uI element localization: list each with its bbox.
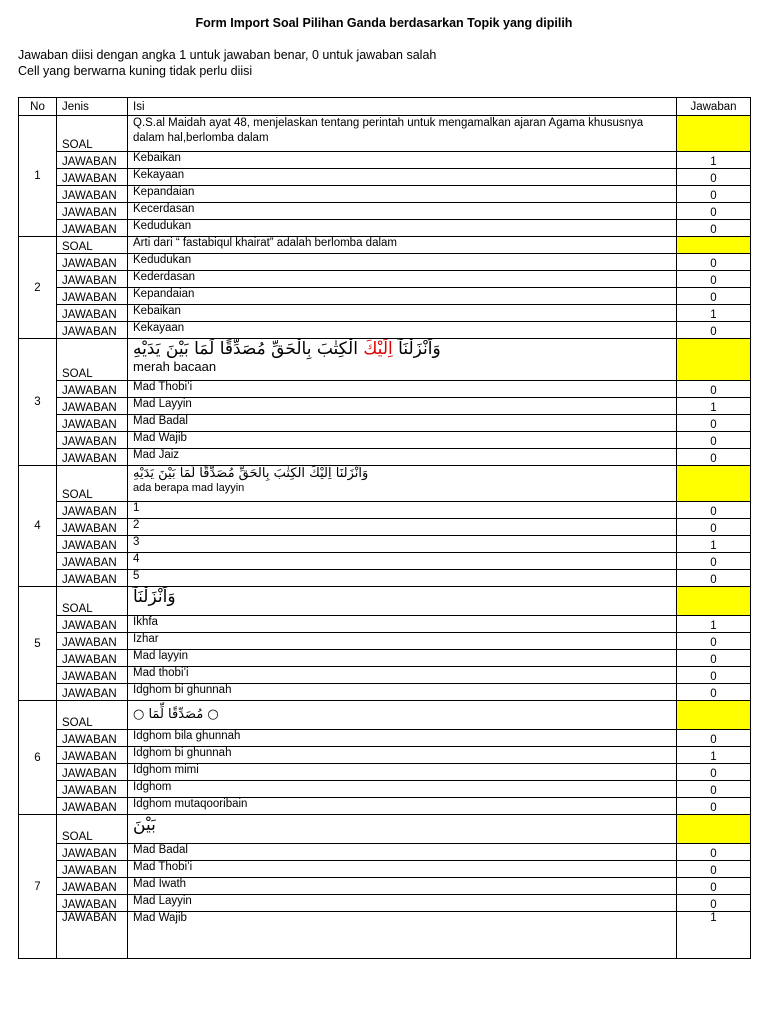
answer-value[interactable]: 0 xyxy=(677,878,751,895)
answer-row xyxy=(19,895,751,912)
jenis-soal: SOAL xyxy=(57,587,128,616)
answer-text[interactable]: 5 xyxy=(128,570,677,587)
jenis-jawaban: JAWABAN xyxy=(57,912,128,959)
jenis-jawaban: JAWABAN xyxy=(57,415,128,432)
header-no: No xyxy=(19,98,57,116)
answer-value[interactable]: 1 xyxy=(677,152,751,169)
answer-value[interactable]: 0 xyxy=(677,519,751,536)
answer-row xyxy=(19,798,751,815)
jenis-jawaban: JAWABAN xyxy=(57,895,128,912)
arabic-verse: ○ مُصَدِّقًا لِّمَا ○ xyxy=(133,707,219,722)
answer-value[interactable]: 0 xyxy=(677,730,751,747)
jenis-jawaban: JAWABAN xyxy=(57,271,128,288)
answer-text[interactable]: Idghom bi ghunnah xyxy=(128,747,677,764)
answer-value[interactable]: 0 xyxy=(677,684,751,701)
answer-text[interactable]: Idghom bila ghunnah xyxy=(128,730,677,747)
answer-value[interactable]: 1 xyxy=(677,536,751,553)
arabic-verse: وَاَنْزَلْنَآ اِلَيْكَ الْكِتٰبَ بِالْحَقِّ مُصَدِّقًا لِّمَا بَيْنَ يَدَيْهِ xyxy=(133,466,369,481)
jenis-soal: SOAL xyxy=(57,466,128,502)
answer-row xyxy=(19,381,751,398)
question-number: 6 xyxy=(19,701,57,815)
answer-value[interactable]: 0 xyxy=(677,432,751,449)
soal-text[interactable]: Q.S.al Maidah ayat 48, menjelaskan tentang perintah untuk mengamalkan ajaran Agama khususnya dalam hal,berlomba dalam xyxy=(128,116,677,152)
jenis-jawaban: JAWABAN xyxy=(57,254,128,271)
answer-row xyxy=(19,650,751,667)
answer-text[interactable]: Mad Badal xyxy=(128,844,677,861)
question-number: 5 xyxy=(19,587,57,701)
jenis-jawaban: JAWABAN xyxy=(57,684,128,701)
jenis-jawaban: JAWABAN xyxy=(57,667,128,684)
answer-value[interactable]: 0 xyxy=(677,220,751,237)
jenis-jawaban: JAWABAN xyxy=(57,288,128,305)
soal-row xyxy=(19,466,751,502)
answer-value[interactable]: 0 xyxy=(677,203,751,220)
answer-text[interactable]: Mad Layyin xyxy=(128,895,677,912)
answer-value[interactable]: 0 xyxy=(677,502,751,519)
header-jawaban: Jawaban xyxy=(677,98,751,116)
jenis-soal: SOAL xyxy=(57,701,128,730)
answer-row xyxy=(19,633,751,650)
answer-row xyxy=(19,432,751,449)
arabic-verse: وَاَنْزَلْنَآ xyxy=(133,587,176,607)
answer-text[interactable]: Kekayaan xyxy=(128,322,677,339)
answer-text[interactable]: Idghom mimi xyxy=(128,764,677,781)
answer-value[interactable]: 0 xyxy=(677,271,751,288)
answer-text[interactable]: 2 xyxy=(128,519,677,536)
answer-text[interactable]: Mad Iwath xyxy=(128,878,677,895)
question-number: 7 xyxy=(19,815,57,959)
jenis-soal: SOAL xyxy=(57,116,128,152)
answer-row xyxy=(19,519,751,536)
answer-text[interactable]: Kedudukan xyxy=(128,254,677,271)
answer-text[interactable]: Mad Jaiz xyxy=(128,449,677,466)
answer-text[interactable]: Mad Badal xyxy=(128,415,677,432)
answer-row xyxy=(19,747,751,764)
soal-text[interactable] xyxy=(128,587,677,616)
answer-value[interactable]: 0 xyxy=(677,288,751,305)
jenis-jawaban: JAWABAN xyxy=(57,553,128,570)
answer-text[interactable]: Kedudukan xyxy=(128,220,677,237)
answer-text[interactable]: Kecerdasan xyxy=(128,203,677,220)
answer-value[interactable]: 0 xyxy=(677,650,751,667)
answer-row xyxy=(19,553,751,570)
arabic-highlight: اِلَيْكَ xyxy=(363,339,393,359)
answer-row xyxy=(19,844,751,861)
answer-row xyxy=(19,878,751,895)
soal-row xyxy=(19,701,751,730)
answer-row xyxy=(19,764,751,781)
answer-row xyxy=(19,288,751,305)
answer-text[interactable]: Idghom mutaqooribain xyxy=(128,798,677,815)
answer-value[interactable]: 0 xyxy=(677,169,751,186)
answer-value[interactable]: 0 xyxy=(677,633,751,650)
answer-row xyxy=(19,152,751,169)
jenis-jawaban: JAWABAN xyxy=(57,305,128,322)
answer-text[interactable]: 3 xyxy=(128,536,677,553)
answer-text[interactable]: Mad Wajib xyxy=(128,432,677,449)
jenis-jawaban: JAWABAN xyxy=(57,449,128,466)
answer-text[interactable]: Mad Layyin xyxy=(128,398,677,415)
jenis-jawaban: JAWABAN xyxy=(57,861,128,878)
answer-row xyxy=(19,305,751,322)
answer-row xyxy=(19,570,751,587)
soal-text[interactable] xyxy=(128,815,677,844)
jenis-jawaban: JAWABAN xyxy=(57,764,128,781)
jenis-jawaban: JAWABAN xyxy=(57,519,128,536)
jawaban-cell-disabled xyxy=(677,815,751,844)
answer-value[interactable]: 1 xyxy=(677,912,751,959)
answer-value[interactable]: 0 xyxy=(677,254,751,271)
answer-value[interactable]: 1 xyxy=(677,398,751,415)
answer-text[interactable]: Ikhfa xyxy=(128,616,677,633)
jenis-soal: SOAL xyxy=(57,339,128,381)
question-number: 4 xyxy=(19,466,57,587)
answer-value[interactable]: 0 xyxy=(677,553,751,570)
answer-value[interactable]: 0 xyxy=(677,667,751,684)
answer-row xyxy=(19,684,751,701)
answer-value[interactable]: 0 xyxy=(677,798,751,815)
answer-value[interactable]: 0 xyxy=(677,895,751,912)
jenis-soal: SOAL xyxy=(57,815,128,844)
answer-value[interactable]: 1 xyxy=(677,616,751,633)
soal-row xyxy=(19,339,751,381)
jenis-jawaban: JAWABAN xyxy=(57,633,128,650)
answer-row xyxy=(19,861,751,878)
jawaban-cell-disabled xyxy=(677,466,751,502)
answer-text[interactable]: Mad Thobi’i xyxy=(128,861,677,878)
answer-value[interactable]: 0 xyxy=(677,186,751,203)
answer-row xyxy=(19,502,751,519)
jenis-jawaban: JAWABAN xyxy=(57,220,128,237)
instruction-note: Cell yang berwarna kuning tidak perlu diisi xyxy=(18,64,253,78)
answer-row xyxy=(19,449,751,466)
answer-text[interactable]: Mad thobi’i xyxy=(128,667,677,684)
answer-text[interactable]: Kebaikan xyxy=(128,152,677,169)
jawaban-cell-disabled xyxy=(677,587,751,616)
jenis-jawaban: JAWABAN xyxy=(57,650,128,667)
jawaban-cell-disabled xyxy=(677,116,751,152)
answer-row xyxy=(19,415,751,432)
jenis-jawaban: JAWABAN xyxy=(57,798,128,815)
jenis-jawaban: JAWABAN xyxy=(57,844,128,861)
answer-text[interactable]: Mad Thobi’i xyxy=(128,381,677,398)
answer-row xyxy=(19,169,751,186)
jenis-jawaban: JAWABAN xyxy=(57,747,128,764)
answer-row xyxy=(19,271,751,288)
answer-value[interactable]: 0 xyxy=(677,570,751,587)
soal-row xyxy=(19,587,751,616)
answer-text[interactable]: Kepandaian xyxy=(128,288,677,305)
answer-row xyxy=(19,186,751,203)
answer-value[interactable]: 0 xyxy=(677,781,751,798)
answer-text[interactable]: Mad Wajib xyxy=(128,912,677,959)
answer-text[interactable]: Izhar xyxy=(128,633,677,650)
answer-row xyxy=(19,667,751,684)
answer-value[interactable]: 0 xyxy=(677,415,751,432)
question-number: 3 xyxy=(19,339,57,466)
jenis-jawaban: JAWABAN xyxy=(57,536,128,553)
answer-row xyxy=(19,203,751,220)
answer-row xyxy=(19,912,751,959)
soal-text[interactable] xyxy=(128,466,677,502)
jenis-jawaban: JAWABAN xyxy=(57,616,128,633)
answer-row xyxy=(19,616,751,633)
answer-text[interactable]: Idghom xyxy=(128,781,677,798)
soal-row xyxy=(19,116,751,152)
arabic-verse: وَاَنْزَلْنَآ اِلَيْكَ الْكِتٰبَ بِالْحَقِّ مُصَدِّقًا لِّمَا بَيْنَ يَدَيْهِ xyxy=(133,339,441,359)
jenis-jawaban: JAWABAN xyxy=(57,203,128,220)
jenis-jawaban: JAWABAN xyxy=(57,570,128,587)
page-title: Form Import Soal Pilihan Ganda berdasarkan Topik yang dipilih xyxy=(195,16,573,30)
answer-row xyxy=(19,322,751,339)
answer-row xyxy=(19,536,751,553)
answer-row xyxy=(19,254,751,271)
question-table xyxy=(18,97,751,959)
jawaban-cell-disabled xyxy=(677,237,751,254)
soal-row xyxy=(19,237,751,254)
answer-value[interactable]: 0 xyxy=(677,381,751,398)
question-number: 2 xyxy=(19,237,57,339)
jawaban-cell-disabled xyxy=(677,701,751,730)
answer-text[interactable]: Kederdasan xyxy=(128,271,677,288)
jenis-jawaban: JAWABAN xyxy=(57,432,128,449)
soal-text[interactable] xyxy=(128,701,677,730)
answer-row xyxy=(19,220,751,237)
answer-value[interactable]: 0 xyxy=(677,449,751,466)
answer-text[interactable]: Idghom bi ghunnah xyxy=(128,684,677,701)
answer-text[interactable]: 1 xyxy=(128,502,677,519)
jenis-jawaban: JAWABAN xyxy=(57,322,128,339)
answer-value[interactable]: 0 xyxy=(677,322,751,339)
answer-value[interactable]: 0 xyxy=(677,764,751,781)
jenis-jawaban: JAWABAN xyxy=(57,781,128,798)
jenis-jawaban: JAWABAN xyxy=(57,186,128,203)
instruction-note: Jawaban diisi dengan angka 1 untuk jawaban benar, 0 untuk jawaban salah xyxy=(18,48,437,62)
answer-text[interactable]: 4 xyxy=(128,553,677,570)
jenis-jawaban: JAWABAN xyxy=(57,152,128,169)
answer-text[interactable]: Kepandaian xyxy=(128,186,677,203)
answer-row xyxy=(19,781,751,798)
header-isi: Isi xyxy=(128,98,677,116)
soal-text[interactable] xyxy=(128,339,677,381)
jenis-soal: SOAL xyxy=(57,237,128,254)
answer-row xyxy=(19,398,751,415)
answer-row xyxy=(19,730,751,747)
jenis-jawaban: JAWABAN xyxy=(57,169,128,186)
soal-row xyxy=(19,815,751,844)
answer-text[interactable]: Mad layyin xyxy=(128,650,677,667)
jenis-jawaban: JAWABAN xyxy=(57,878,128,895)
header-jenis: Jenis xyxy=(57,98,128,116)
answer-value[interactable]: 0 xyxy=(677,844,751,861)
jawaban-cell-disabled xyxy=(677,339,751,381)
jenis-jawaban: JAWABAN xyxy=(57,398,128,415)
jenis-jawaban: JAWABAN xyxy=(57,381,128,398)
soal-subtext: ada berapa mad layyin xyxy=(133,482,245,494)
answer-value[interactable]: 1 xyxy=(677,305,751,322)
jenis-jawaban: JAWABAN xyxy=(57,730,128,747)
answer-value[interactable]: 0 xyxy=(677,861,751,878)
question-number: 1 xyxy=(19,116,57,237)
answer-text[interactable]: Kekayaan xyxy=(128,169,677,186)
answer-value[interactable]: 1 xyxy=(677,747,751,764)
soal-text[interactable]: Arti dari “ fastabiqul khairat” adalah berlomba dalam xyxy=(128,237,677,254)
answer-text[interactable]: Kebaikan xyxy=(128,305,677,322)
arabic-verse: بَيْنَ xyxy=(133,815,156,835)
soal-subtext: merah bacaan xyxy=(133,359,217,374)
jenis-jawaban: JAWABAN xyxy=(57,502,128,519)
